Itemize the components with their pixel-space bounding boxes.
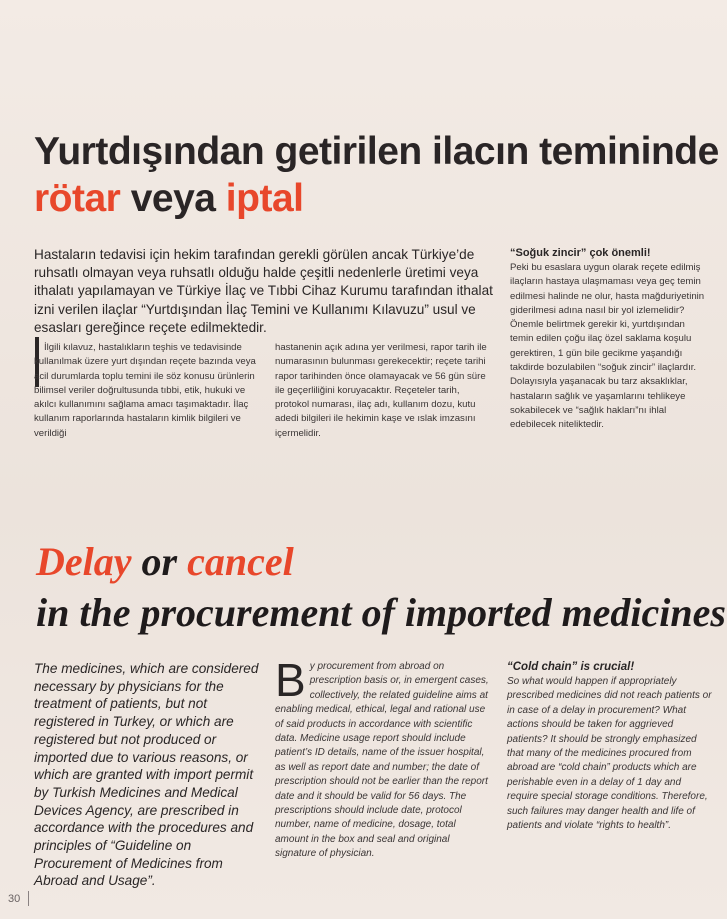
turkish-column-2: hastanenin açık adına yer verilmesi, rapor tarih ile numarasının bulunması gerekecektir; reçete tarihi rapor tarihinden önce olamayacak ve 56 gün süre ile geçerliliğini koruyacaktır. Reçeteler tarih, protokol numarası, ilaç adı, kullanım dozu, kutu adedi bilgileri ile hekimin kaşe ve ıslak imzasını içermelidir. [275, 342, 487, 439]
turkish-column-1: İlgili kılavuz, hastalıkların teşhis ve tedavisinde kullanılmak üzere yurt dışından reçete bazında veya acil durumlarda toplu temini ile söz konusu ürünlerin bilimsel veriler doğrultusunda tıbbi, etik, hukuki ve akılcı kullanımını sağlama amacı taşımaktadır. İlaç kullanım raporlarında hastaların kimlik bilgileri ve verildiği [34, 342, 256, 439]
turkish-headline-line1: Yurtdışından getirilen ilacın temininde [34, 130, 719, 173]
english-dropcap: B [275, 654, 306, 706]
turkish-column-3: Peki bu esaslara uygun olarak reçete edilmiş ilaçların hastaya ulaşmaması veya geç temin edilmesi halinde ne olur, hasta mağduriyetinin giderilmesi adına nasıl bir yol izlemelidir? Önemle belirtmek gerekir ki, yurtdışından temin edilen çoğu ilaç özel saklama koşulu gerektiren, 1 gün bile gecikme yaşandığı takdirde bozulabilen “soğuk zincir” ilaçlardır. Dolayısıyla yaşanacak bu tarz aksaklıklar, hastaların sağlık ve yaşamlarını tehlikeye sokabilecek ve “sağlık hakları”nı ihlal edebilecek niteliktedir. [510, 262, 705, 431]
english-column-3-heading: “Cold chain” is crucial! [507, 661, 635, 673]
turkish-headline [34, 128, 724, 222]
turkish-headline-word-iptal: iptal [225, 177, 304, 220]
english-column-2 [275, 654, 490, 862]
english-headline-word-delay: Delay [36, 539, 132, 584]
turkish-column-3-heading: “Soğuk zincir” çok önemli! [510, 247, 651, 259]
english-headline-line2: in the procurement of imported medicines [36, 590, 726, 635]
page-number-divider [28, 891, 29, 906]
english-column-3: So what would happen if appropriately prescribed medicines did not reach patients or in case of a delay in procurement? What actions should be taken for aggrieved patients? It should be strongly emphasized that many of the medicines procured from abroad are “cold chain” products which are perishable even in a delay of 1 day and require special storage conditions. Therefore, such failures may danger health and life of patients and violate “rights to health”. [507, 676, 712, 832]
english-column-2-text: y procurement from abroad on prescription basis or, in emergent cases, collectively, the related guideline aims at enabling medical, ethical, legal and rational use of said products in accordance with scientific data. Medicine usage report should include patient’s ID details, name of the issuer hospital, as well as report date and number; the date of prescription should not be earlier than the report date and it should be valid for 56 days. The prescriptions should include date, protocol number, name of medicine, dosage, total amount in the box and seal and original signature of physician. [275, 661, 489, 860]
turkish-headline-word-veya: veya [120, 177, 226, 220]
english-headline-word-cancel: cancel [187, 539, 294, 584]
turkish-headline-word-rotar: rötar [34, 177, 121, 220]
english-intro: The medicines, which are considered necessary by physicians for the treatment of patients, but not registered in Turkey, or which are registered but not produced or imported due to various reasons, or which are granted with import permit by Turkish Medicines and Medical Devices Agency, are prescribed in accordance with the procedures and principles of “Guideline on Procurement of Medicines from Abroad and Usage”. [34, 661, 259, 889]
english-headline-word-or: or [131, 539, 188, 584]
turkish-intro: Hastaların tedavisi için hekim tarafından gerekli görülen ancak Türkiye’de ruhsatlı olmayan veya ruhsatlı olduğu halde çeşitli nedenlerle üretimi veya ithalatı yapılamayan ve Türkiye İlaç ve Tıbbi Cihaz Kurumu tarafından ithalat izni verilen ilaçlar “Yurtdışından İlaç Temini ve Kullanımı Kılavuzu” usul ve esasları gereğince reçete edilmektedir. [34, 247, 493, 335]
english-headline [36, 538, 726, 637]
page-number: 30 [8, 893, 21, 905]
